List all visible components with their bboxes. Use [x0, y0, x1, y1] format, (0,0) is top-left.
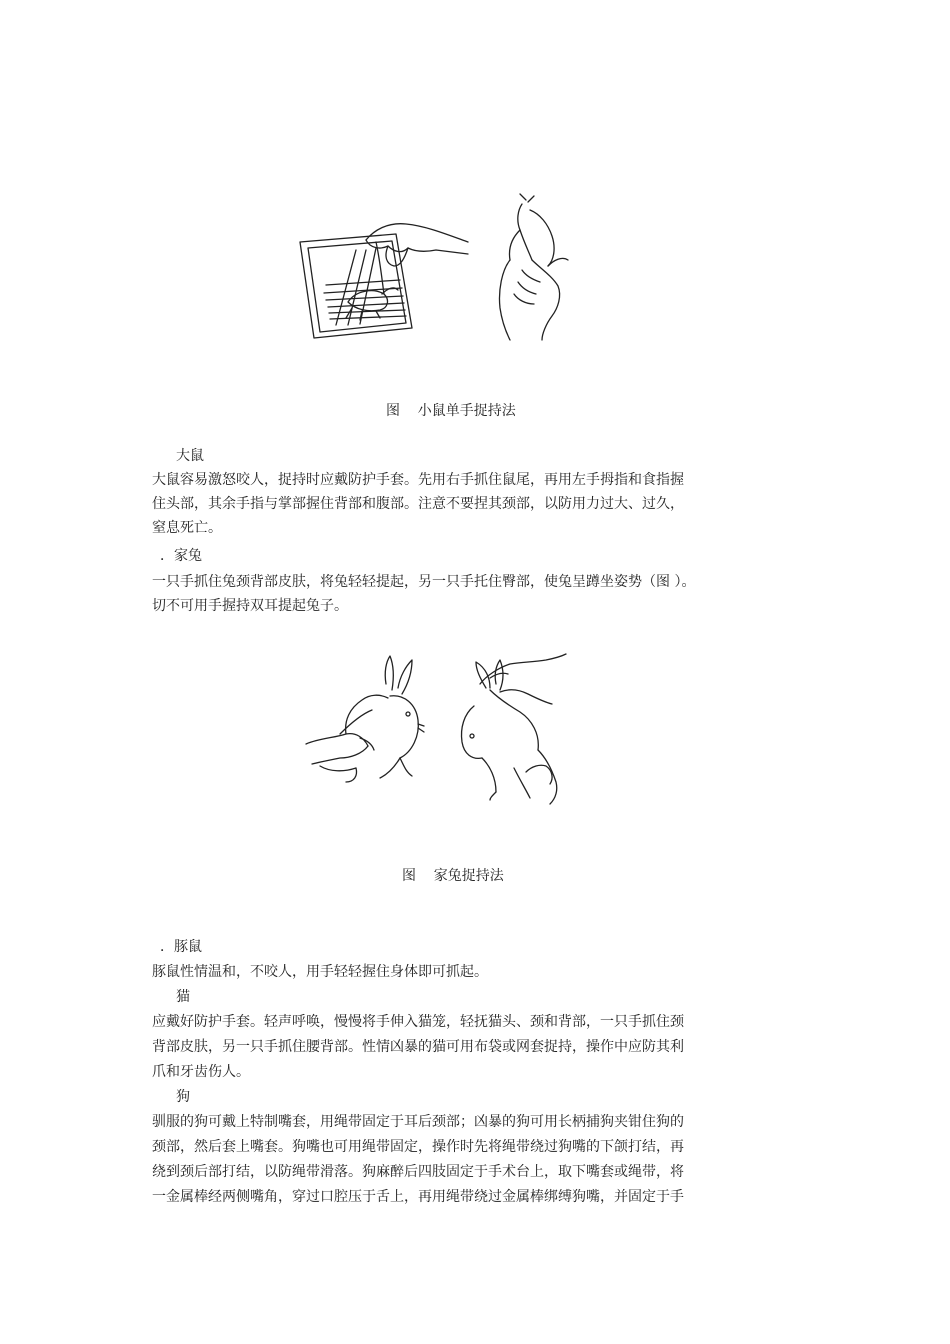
paragraph-line: 住头部，其余手指与掌部握住背部和腹部。注意不要捏其颈部，以防用力过大、过久，	[152, 496, 684, 512]
paragraph-line: 一金属棒经两侧嘴角，穿过口腔压于舌上，再用绳带绕过金属棒绑缚狗嘴，并固定于手	[152, 1189, 684, 1205]
section-heading-rat: 大鼠	[176, 448, 204, 464]
paragraph-line: 颈部，然后套上嘴套。狗嘴也可用绳带固定，操作时先将绳带绕过狗嘴的下颌打结，再	[152, 1139, 684, 1155]
mouse-handling-illustration	[296, 190, 586, 350]
section-heading-guinea-pig: ．豚鼠	[160, 939, 202, 955]
paragraph-line: 应戴好防护手套。轻声呼唤，慢慢将手伸入猫笼，轻抚猫头、颈和背部，一只手抓住颈	[152, 1014, 684, 1030]
paragraph-line: 驯服的狗可戴上特制嘴套，用绳带固定于耳后颈部；凶暴的狗可用长柄捕狗夹钳住狗的	[152, 1114, 684, 1130]
paragraph-line: 大鼠容易激怒咬人，捉持时应戴防护手套。先用右手抓住鼠尾，再用左手拇指和食指握	[152, 472, 684, 488]
section-heading-cat: 猫	[176, 989, 190, 1005]
rabbit-handling-illustration	[300, 648, 570, 808]
paragraph-line: 一只手抓住兔颈背部皮肤，将兔轻轻提起，另一只手托住臀部，使兔呈蹲坐姿势（图 ）。	[152, 574, 696, 590]
paragraph-line: 窒息死亡。	[152, 520, 222, 536]
paragraph-line: 切不可用手握持双耳提起兔子。	[152, 598, 348, 614]
section-heading-rabbit: ．家兔	[160, 548, 202, 564]
paragraph-line: 爪和牙齿伤人。	[152, 1064, 250, 1080]
figure-2-caption: 图 家兔捉持法	[402, 868, 504, 884]
figure-1-caption: 图 小鼠单手捉持法	[386, 403, 516, 419]
paragraph-line: 绕到颈后部打结，以防绳带滑落。狗麻醉后四肢固定于手术台上，取下嘴套或绳带，将	[152, 1164, 684, 1180]
paragraph-line: 豚鼠性情温和，不咬人，用手轻轻握住身体即可抓起。	[152, 964, 488, 980]
paragraph-line: 背部皮肤，另一只手抓住腰背部。性情凶暴的猫可用布袋或网套捉持，操作中应防其利	[152, 1039, 684, 1055]
section-heading-dog: 狗	[176, 1089, 190, 1105]
